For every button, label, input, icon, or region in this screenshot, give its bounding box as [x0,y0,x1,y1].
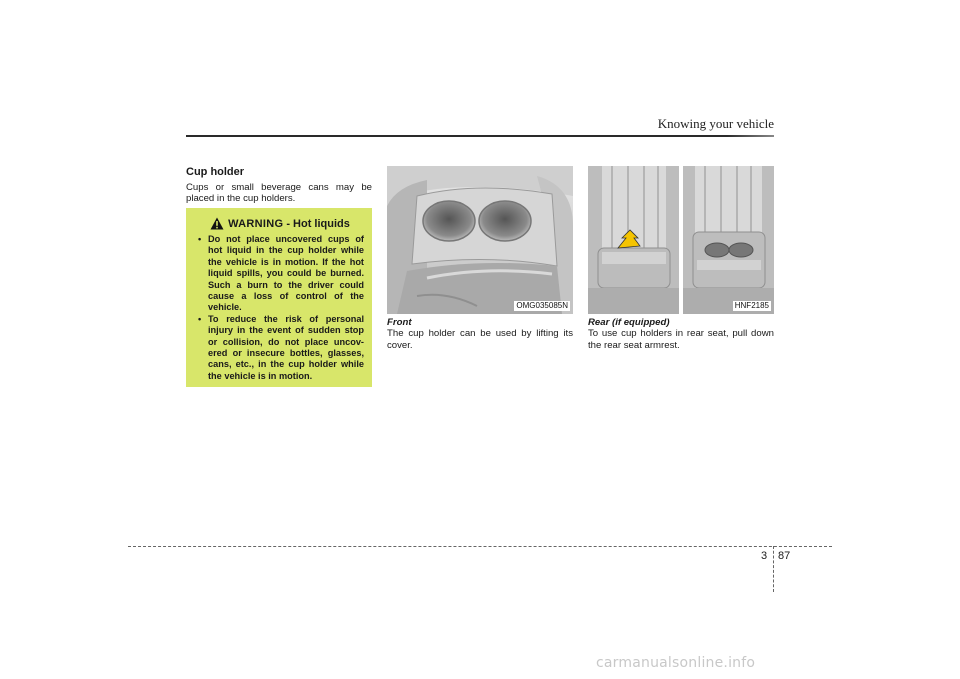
page-number: 87 [778,550,791,562]
rear-caption-body: To use cup holders in rear seat, pull down the rear seat armrest. [588,328,774,351]
warning-triangle-icon [210,217,224,230]
rear-armrest-closed-illustration [588,166,679,314]
rear-caption [588,317,774,351]
rear-armrest-open-image [683,166,774,314]
warning-title: WARNING [228,217,284,230]
rear-figure-code: HNF2185 [734,301,769,310]
front-cup-holder-illustration [387,166,573,314]
warning-item: • Do not place uncovered cups of hot liquid in the cup holder while the vehicle is in motion. If the hot liquid spills, you could be burned. Such a burn to the driver could cause a loss of control of the vehicle. [196,234,364,314]
intro-body: Cups or small beverage cans may be placed in the cup holders. [186,182,372,205]
footer-divider [773,546,774,592]
front-caption [387,317,573,351]
header-rule [186,135,774,137]
rear-armrest-closed-image [588,166,679,314]
front-caption-body: The cup holder can be used by lifting its cover. [387,328,573,351]
watermark: carmanualsonline.info [596,655,756,671]
rear-armrest-open-illustration [683,166,774,314]
warning-header [196,217,364,230]
front-cup-holder-image [387,166,573,314]
intro-section [186,166,372,205]
rear-caption-title: Rear (if equipped) [588,317,670,328]
front-figure-code: OMG035085N [516,301,568,310]
front-caption-title: Front [387,317,412,328]
section-title: Knowing your vehicle [657,116,774,131]
intro-heading: Cup holder [186,166,245,178]
warning-subtitle: Hot liquids [293,217,350,230]
chapter-number: 3 [761,550,768,562]
footer-rule [128,546,832,547]
warning-box [186,208,372,387]
warning-separator: - [286,217,291,230]
warning-item: • To reduce the risk of personal injury in the event of sudden stop or collision, do not place uncov-ered or insecure bottles, glasses, cans, etc., in the cup holder while the vehicle is in motion. [196,314,364,382]
